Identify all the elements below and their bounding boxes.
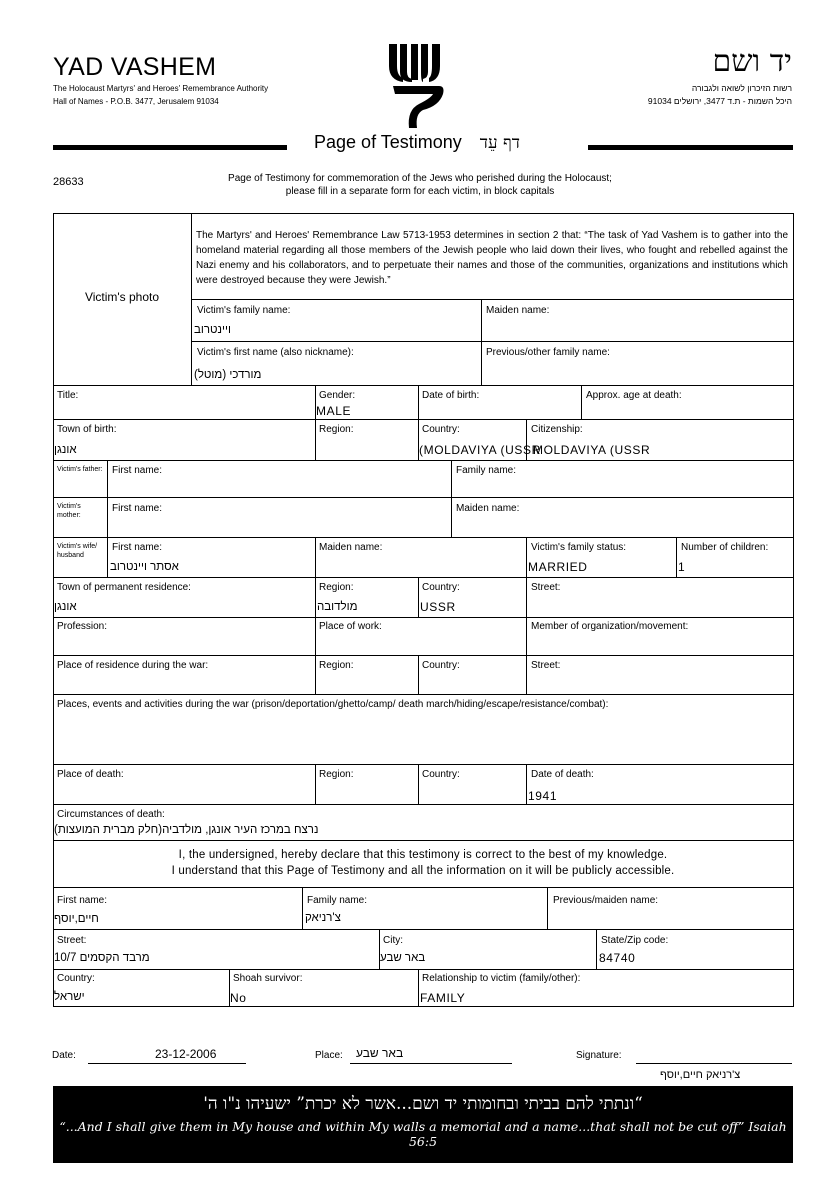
authority-en: The Holocaust Martyrs' and Heroes' Remembrance Authority	[53, 84, 269, 93]
instructions-line2: please fill in a separate form for each victim, in block capitals	[285, 186, 555, 197]
submitter-previous-name-label: Previous/maiden name:	[553, 895, 659, 906]
member-org-label: Member of organization/movement:	[531, 621, 689, 632]
law-text: The Martyrs' and Heroes' Remembrance Law 5713-1953 determines in section 2 that: “The task of Yad Vashem is to gather into the homeland material regarding all those members of the Jewish people who laid down their lives, who fought and rebelled against the Nazi enemy and his collaborators, and to perpetuate their names and those of the communities, organizations and institutions which were destroyed because they were Jewish.”	[196, 230, 788, 286]
gender-field[interactable]: MALE	[316, 404, 352, 418]
signature-label: Signature:	[576, 1050, 622, 1061]
relationship-field[interactable]: FAMILY	[420, 991, 466, 1005]
residence-country-field[interactable]: USSR	[420, 600, 456, 614]
residence-region-label: Region:	[319, 582, 354, 593]
first-name-field[interactable]: מורדכי (מוטל)	[194, 369, 262, 381]
family-name-field[interactable]: ויינטרוב	[194, 324, 231, 336]
brand-name-hebrew: יד ושם	[712, 44, 792, 79]
family-name-label: Victim's family name:	[197, 305, 291, 316]
yad-vashem-logo-icon	[385, 42, 449, 130]
spouse-first-name-field[interactable]: אסתר ויינטרוב	[110, 561, 179, 573]
submitter-first-name-label: First name:	[57, 895, 108, 906]
brand-name: YAD VASHEM	[53, 53, 217, 81]
submitter-city-label: City:	[383, 935, 403, 946]
mother-first-name-label: First name:	[112, 503, 163, 514]
submitter-street-label: Street:	[57, 935, 87, 946]
war-residence-label: Place of residence during the war:	[57, 660, 209, 671]
signature-date-field[interactable]: 23-12-2006	[155, 1047, 217, 1061]
banner-hebrew: “ונתתי להם בביתי ובחומותי יד ושם...אשר לא יכרת” ישעיהו נ"ו ה'	[203, 1094, 643, 1114]
title-label: Title:	[57, 390, 79, 401]
instructions	[160, 172, 680, 198]
residence-region-field[interactable]: מולדובה	[317, 601, 358, 613]
mother-maiden-name-label: Maiden name:	[456, 503, 520, 514]
father-label: Victim's father:	[57, 466, 103, 473]
address-en: Hall of Names - P.O.B. 3477, Jerusalem 91034	[53, 97, 219, 106]
place-label: Place:	[315, 1050, 343, 1061]
death-region-label: Region:	[319, 769, 354, 780]
profession-label: Profession:	[57, 621, 108, 632]
form-number: 28633	[53, 176, 84, 188]
war-region-label: Region:	[319, 660, 354, 671]
submitter-family-name-field[interactable]: צ'רניאק	[305, 912, 341, 924]
approx-age-label: Approx. age at death:	[586, 390, 682, 401]
submitter-zip-field[interactable]: 84740	[599, 951, 636, 965]
instructions-line1: Page of Testimony for commemoration of the Jews who perished during the Holocaust;	[228, 173, 612, 184]
gender-label: Gender:	[319, 390, 356, 401]
date-of-birth-label: Date of birth:	[422, 390, 480, 401]
page-title-he: דף עֵד	[479, 133, 520, 153]
children-label: Number of children:	[681, 542, 769, 553]
residence-country-label: Country:	[422, 582, 460, 593]
submitter-street-field[interactable]: מרבד הקסמים 10/7	[54, 952, 150, 964]
shoah-survivor-label: Shoah survivor:	[233, 973, 303, 984]
submitter-first-name-field[interactable]: חיים,יוסף	[54, 913, 99, 925]
places-events-label: Places, events and activities during the war (prison/deportation/ghetto/camp/ death march/hiding/escape/resistance/combat):	[57, 699, 609, 710]
place-of-death-label: Place of death:	[57, 769, 124, 780]
death-country-label: Country:	[422, 769, 460, 780]
isaiah-quote-banner	[53, 1086, 793, 1163]
town-of-birth-label: Town of birth:	[57, 424, 117, 435]
birth-region-label: Region:	[319, 424, 354, 435]
first-name-label: Victim's first name (also nickname):	[197, 347, 354, 358]
family-status-field[interactable]: MARRIED	[528, 560, 588, 574]
citizenship-label: Citizenship:	[531, 424, 583, 435]
banner-english: “...And I shall give them in My house and within My walls a memorial and a name...that shall not be cut off” Isaiah 56:5	[59, 1119, 787, 1149]
signer-name[interactable]: צ'רניאק חיים,יוסף	[660, 1069, 741, 1081]
residence-town-label: Town of permanent residence:	[57, 582, 191, 593]
submitter-country-label: Country:	[57, 973, 95, 984]
spouse-maiden-name-label: Maiden name:	[319, 542, 383, 553]
authority-hebrew: רשות הזיכרון לשואה ולגבורה	[691, 83, 792, 93]
children-field[interactable]: 1	[678, 560, 686, 574]
war-country-label: Country:	[422, 660, 460, 671]
war-street-label: Street:	[531, 660, 561, 671]
date-of-death-field[interactable]: 1941	[528, 789, 558, 803]
birth-country-field[interactable]: (MOLDAVIYA (USSR	[419, 443, 541, 457]
signature-place-field[interactable]: באר שבע	[356, 1046, 404, 1060]
shoah-survivor-field[interactable]: No	[230, 991, 247, 1005]
previous-family-name-label: Previous/other family name:	[486, 347, 610, 358]
declaration-line2: I understand that this Page of Testimony and all the information on it will be publicly accessible.	[171, 865, 675, 877]
declaration-line1: I, the undersigned, hereby declare that this testimony is correct to the best of my knowledge.	[178, 849, 668, 861]
circumstances-field[interactable]: נרצח במרכז העיר אונגן, מולדביה(חלק מברית המועצות)	[54, 824, 319, 836]
date-of-death-label: Date of death:	[531, 769, 594, 780]
citizenship-field[interactable]: MOLDAVIYA (USSR	[533, 443, 651, 457]
victim-photo-placeholder[interactable]: Victim's photo	[84, 290, 160, 304]
father-family-name-label: Family name:	[456, 465, 517, 476]
page-title	[0, 132, 834, 153]
spouse-label: Victim's wife/ husband	[57, 543, 98, 559]
submitter-zip-label: State/Zip code:	[601, 935, 669, 946]
father-first-name-label: First name:	[112, 465, 163, 476]
mother-label: Victim's mother:	[57, 503, 81, 519]
submitter-family-name-label: Family name:	[307, 895, 368, 906]
submitter-city-field[interactable]: באר שבע	[380, 952, 426, 964]
relationship-label: Relationship to victim (family/other):	[422, 973, 581, 984]
family-status-label: Victim's family status:	[531, 542, 627, 553]
maiden-name-label: Maiden name:	[486, 305, 550, 316]
town-of-birth-field[interactable]: אונגן	[54, 444, 77, 456]
place-of-work-label: Place of work:	[319, 621, 382, 632]
spouse-first-name-label: First name:	[112, 542, 163, 553]
page-title-en: Page of Testimony	[314, 132, 462, 152]
circumstances-label: Circumstances of death:	[57, 809, 165, 820]
submitter-country-field[interactable]: ישראל	[54, 991, 85, 1003]
birth-country-label: Country:	[422, 424, 460, 435]
residence-street-label: Street:	[531, 582, 561, 593]
address-hebrew: היכל השמות - ת.ד 3477, ירושלים 91034	[647, 96, 792, 106]
date-label: Date:	[52, 1050, 76, 1061]
residence-town-field[interactable]: אונגן	[54, 601, 77, 613]
